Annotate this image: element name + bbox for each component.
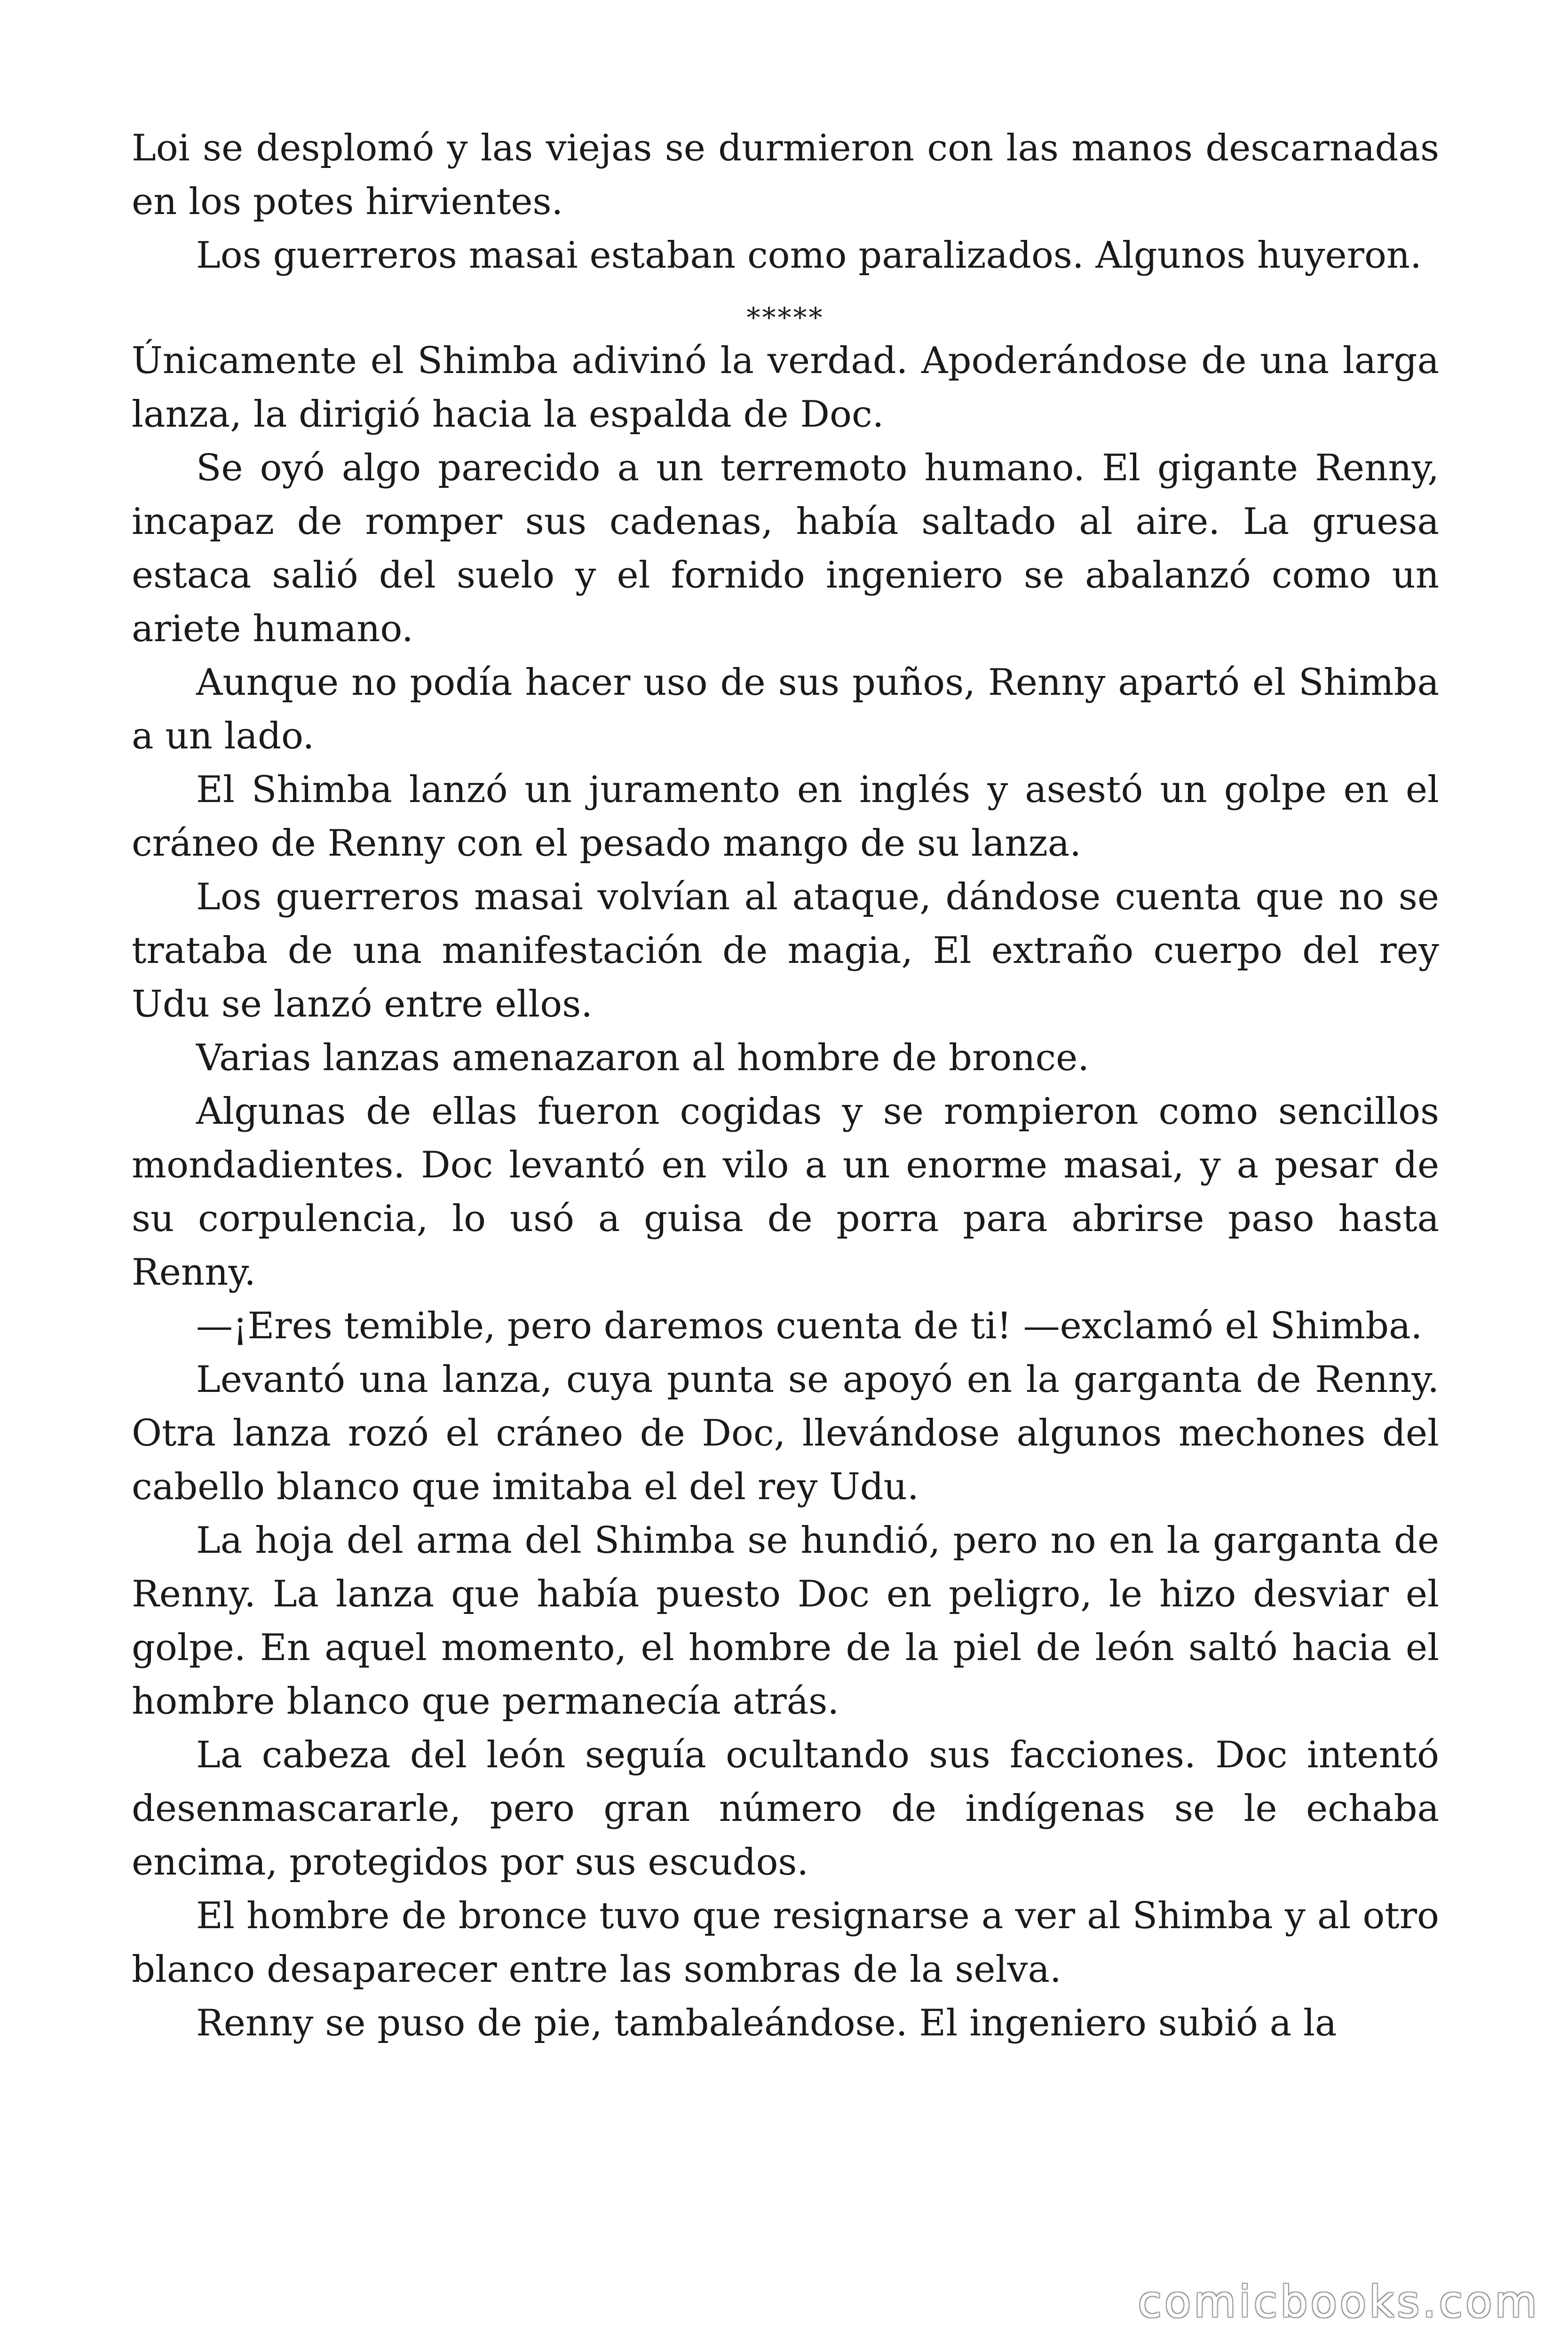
paragraph: La cabeza del león seguía ocultando sus facciones. Doc intentó desenmascararle, pero gran número de indígenas se le echaba encima, protegidos por sus escudos. xyxy=(132,1734,1439,1883)
paragraph: Los guerreros masai estaban como paralizados. Algunos huyeron. xyxy=(196,234,1422,277)
paragraph: El hombre de bronce tuvo que resignarse a ver al Shimba y al otro blanco desaparecer entre las sombras de la selva. xyxy=(132,1895,1439,1991)
paragraph: Renny se puso de pie, tambaleándose. El ingeniero subió a la xyxy=(196,2002,1337,2044)
paragraph: Únicamente el Shimba adivinó la verdad. Apoderándose de una larga lanza, la dirigió hacia la espalda de Doc. xyxy=(132,340,1439,436)
paragraph: —¡Eres temible, pero daremos cuenta de ti! —exclamó el Shimba. xyxy=(196,1305,1423,1347)
scene-separator: ***** xyxy=(746,302,824,334)
text-block xyxy=(132,121,1439,2050)
book-page xyxy=(132,0,1439,2352)
paragraph: Algunas de ellas fueron cogidas y se rompieron como sencillos mondadientes. Doc levantó en vilo a un enorme masai, y a pesar de su corpulencia, lo usó a guisa de porra para abrirse paso hasta Renny. xyxy=(132,1090,1439,1294)
paragraph: Los guerreros masai volvían al ataque, dándose cuenta que no se trataba de una manifestación de magia, El extraño cuerpo del rey Udu se lanzó entre ellos. xyxy=(132,876,1439,1025)
paragraph: Levantó una lanza, cuya punta se apoyó en la garganta de Renny. Otra lanza rozó el cráneo de Doc, llevándose algunos mechones del cabello blanco que imitaba el del rey Udu. xyxy=(132,1359,1439,1508)
paragraph: Aunque no podía hacer uso de sus puños, Renny apartó el Shimba a un lado. xyxy=(132,661,1439,757)
watermark: comicbooks.com xyxy=(1138,2277,1540,2327)
paragraph: Loi se desplomó y las viejas se durmieron con las manos descarnadas en los potes hirvientes. xyxy=(132,127,1439,223)
paragraph: Varias lanzas amenazaron al hombre de bronce. xyxy=(196,1037,1090,1079)
paragraph: El Shimba lanzó un juramento en inglés y asestó un golpe en el cráneo de Renny con el pesado mango de su lanza. xyxy=(132,769,1439,865)
paragraph: La hoja del arma del Shimba se hundió, pero no en la garganta de Renny. La lanza que había puesto Doc en peligro, le hizo desviar el golpe. En aquel momento, el hombre de la piel de león saltó hacia el hombre blanco que permanecía atrás. xyxy=(132,1519,1439,1723)
paragraph: Se oyó algo parecido a un terremoto humano. El gigante Renny, incapaz de romper sus cadenas, había saltado al aire. La gruesa estaca salió del suelo y el fornido ingeniero se abalanzó como un ariete humano. xyxy=(132,447,1439,650)
